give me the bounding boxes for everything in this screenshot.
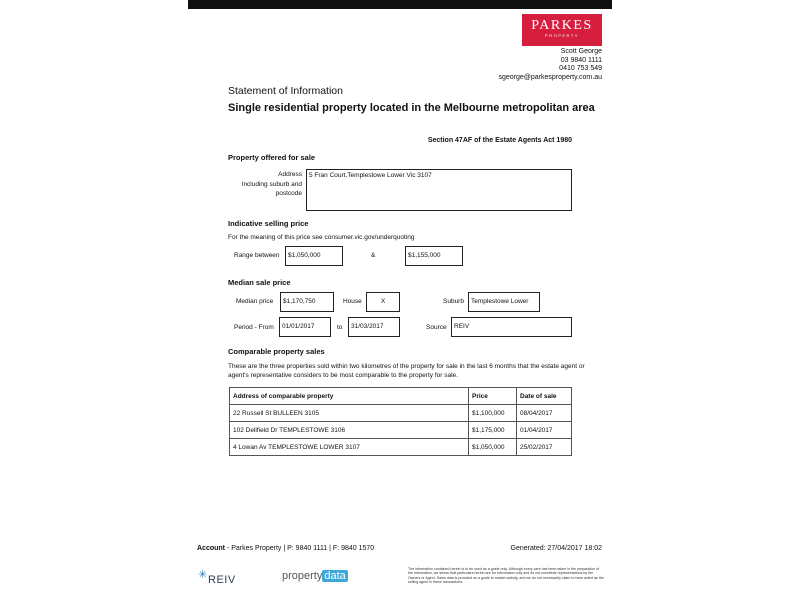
address-field: 5 Fran Court,Templestowe Lower Vic 3107 [306,169,572,211]
comparable-heading: Comparable property sales [228,347,325,356]
disclaimer-text: The information contained herein is to be used as a guide only. Although every care has been taken in the preparation of the information, we stress that particulars herein are for information only and do not constitute representations by the Owners or Agent. Sales data is provided as a guide to market activity, and we do not necessarily claim to have acted as the selling agent in these transactions. [408,567,604,585]
comparable-description: These are the three properties sold within two kilometres of the property for sale in the last 6 months that the estate agent or agent's representative considers to be most comparable to the property for sale. [228,363,585,379]
table-header-row [230,388,572,405]
period-from-field: 01/01/2017 [279,317,331,337]
median-heading: Median sale price [228,278,291,287]
propertydata-logo-badge: data [324,570,346,582]
table-row [230,439,572,456]
top-bar [188,0,612,9]
range-label: Range between [234,252,280,259]
period-to-field: 31/03/2017 [348,317,400,337]
row-price: $1,175,000 [469,422,517,439]
row-address: 4 Lowan Av TEMPLESTOWE LOWER 3107 [230,439,469,456]
agent-contact [499,48,602,82]
row-date: 08/04/2017 [517,405,572,422]
indicative-heading: Indicative selling price [228,219,309,228]
row-price: $1,100,000 [469,405,517,422]
col-date-header: Date of sale [517,388,572,405]
source-field: REIV [451,317,572,337]
row-price: $1,050,000 [469,439,517,456]
agent-phone: 03 9840 1111 [560,56,602,64]
propertydata-logo [282,570,348,582]
row-address: 102 Dellfield Dr TEMPLESTOWE 3106 [230,422,469,439]
address-label-line: Including suburb and [241,180,302,188]
row-address: 22 Russell St BULLEEN 3105 [230,405,469,422]
address-label [242,170,302,199]
suburb-field: Templestowe Lower [468,292,540,312]
agent-name: Scott George [560,48,602,55]
document-heading: Statement of Information [228,85,343,97]
table-row [230,422,572,439]
logo-tagline: PROPERTY [545,33,579,38]
reiv-logo-text: REIV [208,574,236,586]
account-details: - Parkes Property | P: 9840 1111 | F: 9840 1570 [225,545,375,552]
median-price-field: $1,170,750 [280,292,334,312]
underquoting-note: For the meaning of this price see consumer.vic.gov/underquoting [228,234,415,241]
address-label-line: postcode [275,190,302,197]
reiv-star-icon: ✳ [198,569,208,581]
suburb-label: Suburb [443,298,464,305]
house-field: X [366,292,400,312]
period-from-label: Period - From [234,324,274,331]
document-title: Single residential property located in the Melbourne metropolitan area [228,102,595,114]
col-price-header: Price [469,388,517,405]
property-offered-heading: Property offered for sale [228,153,316,162]
generated-timestamp: Generated: 27/04/2017 18:02 [510,545,602,552]
col-address-header: Address of comparable property [230,388,469,405]
agent-email[interactable]: sgeorge@parkesproperty.com.au [498,73,602,81]
parkes-logo [522,14,602,46]
median-price-label: Median price [236,298,274,305]
agent-mobile: 0410 753 549 [559,65,602,73]
logo-brand: PARKES [531,18,593,33]
act-section: Section 47AF of the Estate Agents Act 1980 [427,137,572,144]
comparable-table [229,387,572,456]
price-low-field: $1,050,000 [285,246,343,266]
row-date: 01/04/2017 [517,422,572,439]
propertydata-logo-text: property [282,570,323,582]
reiv-logo [198,568,238,588]
period-to-label: to [337,324,343,331]
range-and-label: & [371,252,376,259]
price-high-field: $1,155,000 [405,246,463,266]
house-label: House [343,298,362,305]
row-date: 25/02/2017 [517,439,572,456]
table-row [230,405,572,422]
source-label: Source [426,324,447,331]
address-label-line: Address [278,171,302,178]
footer-account [197,545,374,552]
account-label: Account [197,545,225,552]
